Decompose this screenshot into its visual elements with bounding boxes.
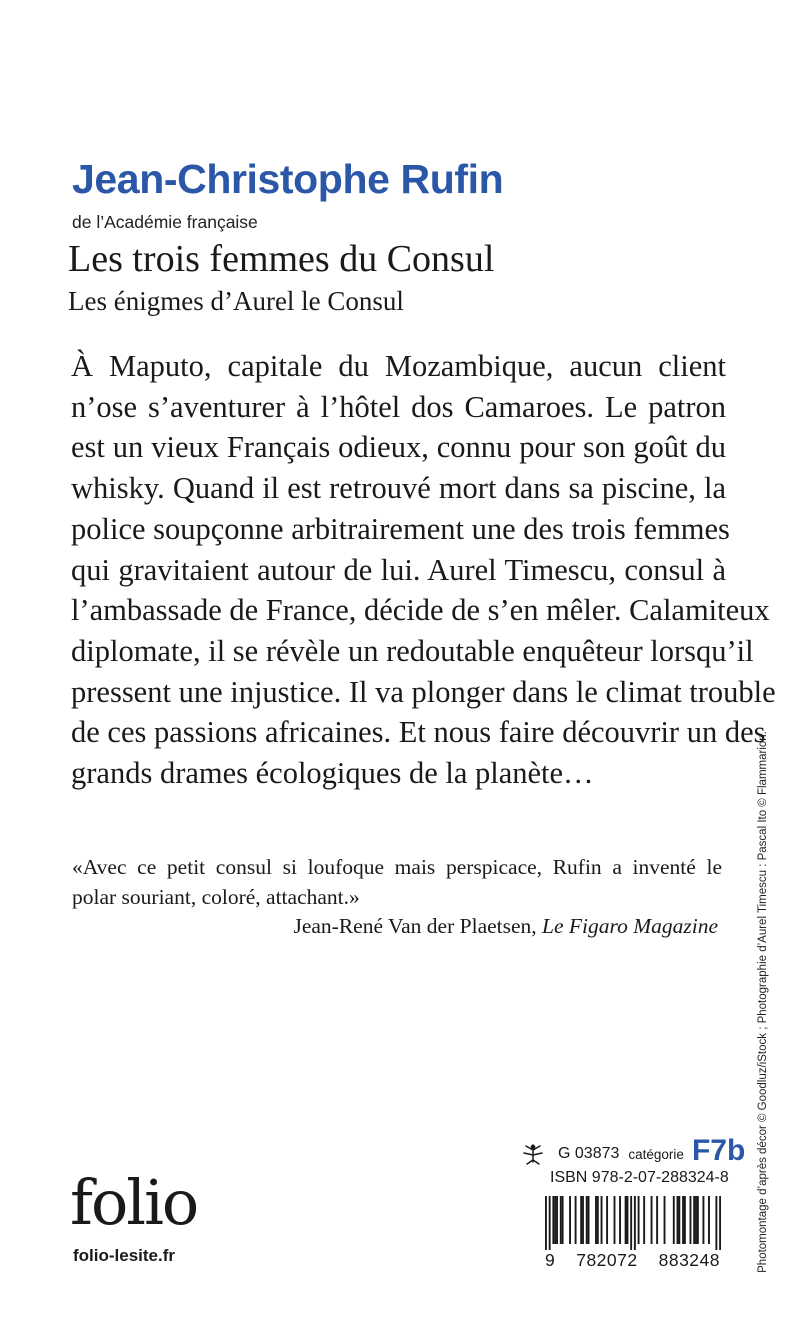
barcode-bar — [708, 1196, 710, 1244]
blurb-line: n’ose s’aventurer à l’hôtel dos Camaroes. Le patron — [71, 389, 726, 424]
author-affiliation: de l’Académie française — [72, 212, 258, 232]
quote-attribution — [293, 914, 718, 939]
quote-line: polar souriant, coloré, attachant.» — [72, 885, 360, 909]
barcode-bar — [556, 1196, 558, 1244]
barcode-bar — [630, 1196, 632, 1250]
ean13-barcode — [545, 1196, 721, 1250]
barcode-digits: 9 782072 883248 — [545, 1250, 720, 1270]
barcode-bar — [575, 1196, 577, 1244]
barcode-bar — [684, 1196, 686, 1244]
barcode-bar — [582, 1196, 584, 1244]
gallimard-mark-icon — [520, 1142, 546, 1166]
barcode-bar — [562, 1196, 564, 1244]
barcode-bar — [588, 1196, 590, 1244]
catalog-info — [520, 1132, 745, 1166]
barcode-bar — [695, 1196, 697, 1244]
blurb-line: l’ambassade de France, décide de s’en mêler. Calamiteux — [71, 593, 770, 628]
folio-logo: folio — [70, 1166, 198, 1239]
author-name: Jean-Christophe Rufin — [72, 156, 504, 202]
barcode-bar — [638, 1196, 640, 1244]
photo-credit — [757, 731, 769, 1273]
barcode-bar — [549, 1196, 551, 1250]
blurb-line: qui gravitaient autour de lui. Aurel Timescu, consul à — [71, 552, 726, 587]
barcode-bar — [664, 1196, 666, 1244]
barcode-bar — [586, 1196, 588, 1244]
product-code: G 03873 — [558, 1145, 620, 1162]
blurb-line: de ces passions africaines. Et nous faire découvrir un des — [71, 715, 766, 750]
category-label: catégorie — [628, 1147, 684, 1162]
barcode-bar — [614, 1196, 616, 1244]
barcode-bar — [677, 1196, 679, 1244]
book-blurb — [71, 346, 776, 794]
barcode-bar — [545, 1196, 547, 1250]
photo-credit-text: Photomontage d’après décor © Goodluz/iStock ; Photographie d’Aurel Timescu : Pascal Ito © Flammarion. — [757, 731, 769, 1273]
barcode-bar — [619, 1196, 621, 1244]
barcode-bar — [569, 1196, 571, 1244]
blurb-line: pressent une injustice. Il va plonger dans le climat trouble — [71, 674, 776, 709]
barcode-bar — [606, 1196, 608, 1244]
quote-line: «Avec ce petit consul si loufoque mais perspicace, Rufin a inventé le — [72, 855, 722, 879]
barcode-bar — [715, 1196, 717, 1250]
press-quote — [72, 852, 722, 912]
barcode-bar — [552, 1196, 554, 1244]
barcode-bar — [656, 1196, 658, 1244]
barcode-bar — [651, 1196, 653, 1244]
website-link[interactable]: folio-lesite.fr — [73, 1246, 176, 1265]
barcode-bar — [595, 1196, 597, 1244]
barcode-bar — [702, 1196, 704, 1244]
blurb-line: est un vieux Français odieux, connu pour son goût du — [71, 430, 726, 465]
book-title: Les trois femmes du Consul — [68, 238, 495, 280]
blurb-line: grands drames écologiques de la planète… — [71, 756, 594, 791]
barcode-bar — [554, 1196, 556, 1244]
barcode-bar — [580, 1196, 582, 1244]
barcode-bar — [601, 1196, 603, 1244]
blurb-line: diplomate, il se révèle un redoutable enquêteur lorsqu’il — [71, 633, 754, 668]
barcode-bar — [673, 1196, 675, 1244]
blurb-line: À Maputo, capitale du Mozambique, aucun client — [71, 349, 726, 383]
barcode-bar — [634, 1196, 636, 1250]
barcode-bar — [719, 1196, 721, 1250]
barcode-bar — [597, 1196, 599, 1244]
barcode-bar — [625, 1196, 627, 1244]
barcode-bar — [697, 1196, 699, 1244]
isbn: ISBN 978-2-07-288324-8 — [550, 1169, 729, 1186]
barcode-bar — [678, 1196, 680, 1244]
blurb-line: whisky. Quand il est retrouvé mort dans sa piscine, la — [71, 471, 726, 506]
attribution-name: Jean-René Van der Plaetsen, — [293, 914, 543, 938]
barcode-bar — [560, 1196, 562, 1244]
attribution-source: Le Figaro Magazine — [542, 914, 718, 938]
blurb-line: police soupçonne arbitrairement une des trois femmes — [71, 511, 730, 546]
barcode-bar — [682, 1196, 684, 1244]
barcode-bar — [643, 1196, 645, 1244]
category-value: F7b — [691, 1134, 746, 1167]
barcode-bar — [627, 1196, 629, 1244]
series-title: Les énigmes d’Aurel le Consul — [68, 286, 404, 316]
barcode-bar — [690, 1196, 692, 1244]
barcode-bar — [693, 1196, 695, 1244]
